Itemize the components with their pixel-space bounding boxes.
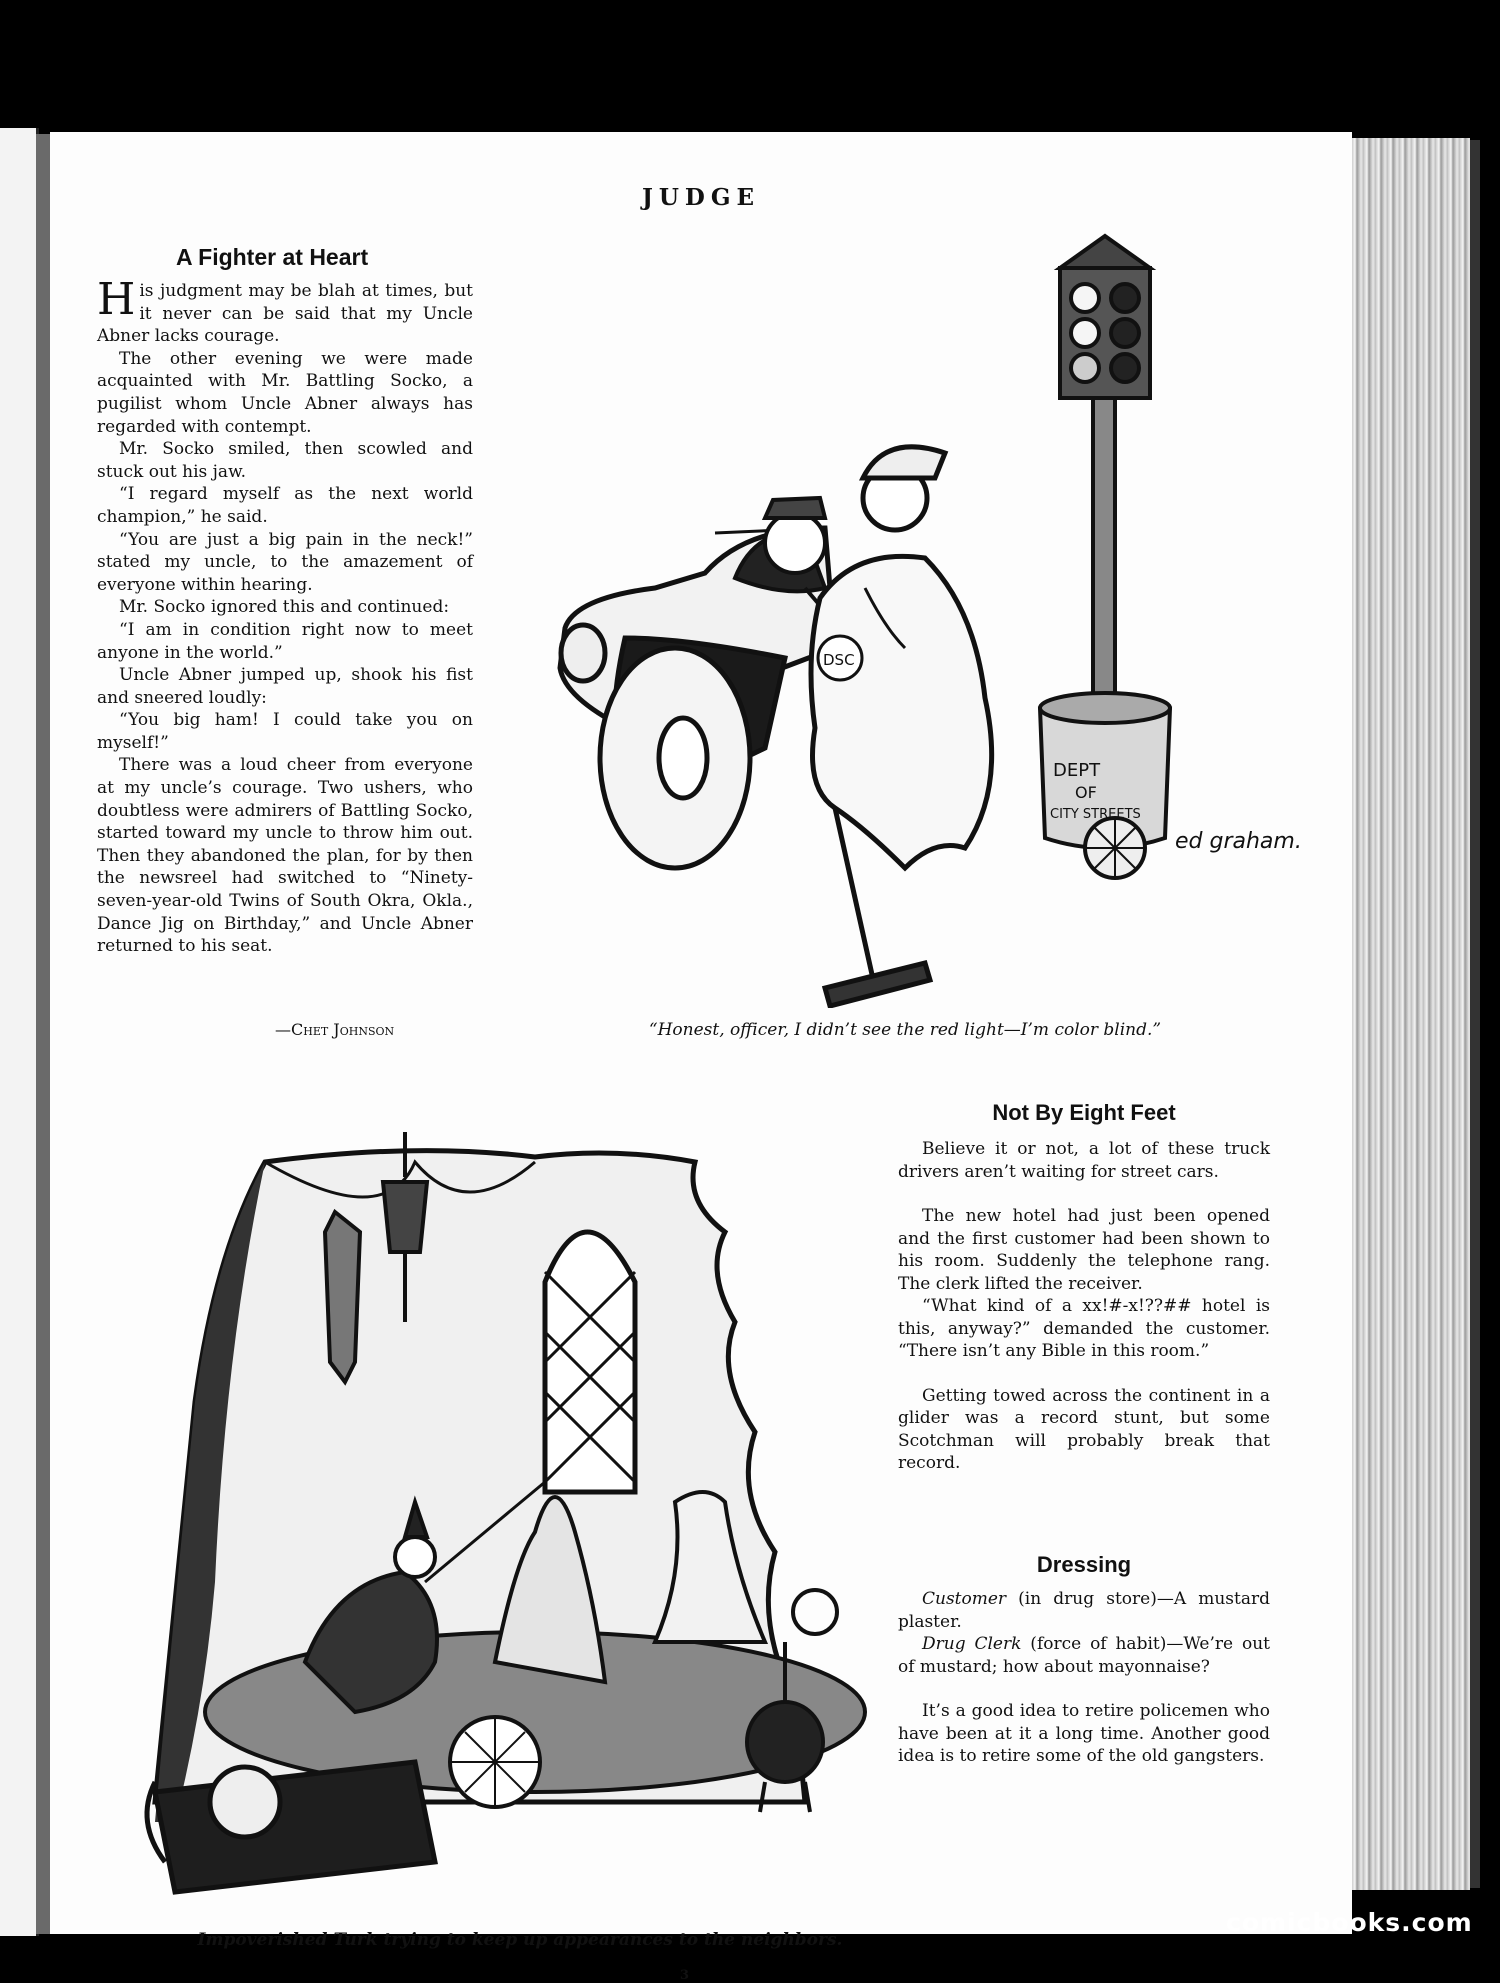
story-paragraph: “What kind of a xx!#-x!??## hotel is this, anyway?” demanded the customer. “There isn’t any Bible in this room.” [898,1296,1270,1361]
policeman [811,447,992,868]
dialogue-line: Drug Clerk (force of habit)—We’re out of mustard; how about mayonnaise? [898,1634,1270,1677]
cart-label-line3: CITY STREETS [1050,807,1141,822]
book-edge-shadow [1470,140,1480,1888]
story-paragraph: Mr. Socko smiled, then scowled and stuck out his jaw. [97,439,473,482]
page-header: JUDGE [641,184,761,211]
page-number: 3 [680,1968,690,1983]
facing-page-edge [0,128,39,1936]
street-cleaning-cart [1040,693,1170,878]
turk-cartoon [115,1102,925,1922]
story-body [97,274,473,958]
cart-label-line1: DEPT [1053,760,1101,781]
story-title: Dressing [1036,1552,1132,1577]
drop-cap: H [97,274,136,325]
cart-label-line2: OF [1075,783,1097,802]
wagon-wheel [450,1717,540,1807]
armband-label: DSC [823,651,855,669]
speaker-name: Customer [922,1589,1007,1609]
story-paragraph: Uncle Abner jumped up, shook his fist and sneered loudly: [97,665,473,708]
story-paragraph: The other evening we were made acquainted with Mr. Battling Socko, a pugilist whom Uncle Abner always has regarded with contempt. [97,348,473,437]
story-paragraph: “You big ham! I could take you on myself!” [97,710,473,753]
story-body [898,1588,1270,1768]
cartoon-caption: Impoverished Turk trying to keep up appearances to the neighbors. [197,1930,843,1950]
traffic-light [1060,236,1150,708]
dialogue-line: Customer (in drug store)—A mustard plaster. [898,1589,1270,1632]
book-gutter [36,134,50,1934]
story-paragraph: Believe it or not, a lot of these truck drivers aren’t waiting for street cars. [898,1139,1270,1182]
story-paragraph: Getting towed across the continent in a glider was a record stunt, but some Scotchman will probably break that record. [898,1385,1270,1473]
arched-window [545,1232,635,1492]
artist-signature: ed graham. [1175,829,1302,854]
traffic-cop-cartoon [505,228,1305,1008]
site-watermark: comicbooks.com [1226,1908,1473,1937]
byline: —Chet Johnson [275,1020,395,1039]
sword-on-wall [325,1212,360,1382]
book-page-edges [1352,138,1470,1890]
story-paragraph: Mr. Socko ignored this and continued: [119,597,450,618]
speaker-name: Drug Clerk [922,1634,1022,1654]
story-body [898,1138,1270,1475]
story-title: A Fighter at Heart [176,244,369,270]
story-paragraph: The new hotel had just been opened and the first customer had been shown to his room. Suddenly the telephone rang. The clerk lifted the receiver. [898,1206,1270,1294]
story-title: Not By Eight Feet [992,1100,1176,1125]
story-paragraph: There was a loud cheer from everyone at my uncle’s courage. Two ushers, who doubtless were admirers of Battling Socko, started toward my uncle to throw him out. Then they abandoned the plan, for by then the newsreel had switched to “Ninety-seven-year-old Twins of South Okra, Okla., Dance Jig on Birthday,” and Uncle Abner returned to his seat. [97,755,473,957]
story-paragraph: “I am in condition right now to meet anyone in the world.” [97,619,473,663]
story-paragraph: “I regard myself as the next world champion,” he said. [97,484,473,527]
story-paragraph: “You are just a big pain in the neck!” stated my uncle, to the amazement of everyone within hearing. [97,529,473,595]
cartoon-caption: “Honest, officer, I didn’t see the red light—I’m color blind.” [648,1020,1162,1040]
story-paragraph: It’s a good idea to retire policemen who have been at it a long time. Another good idea is to retire some of the old gangsters. [898,1701,1270,1766]
story-paragraph: His judgment may be blah at times, but it never can be said that my Uncle Abner lacks courage. [97,274,473,347]
